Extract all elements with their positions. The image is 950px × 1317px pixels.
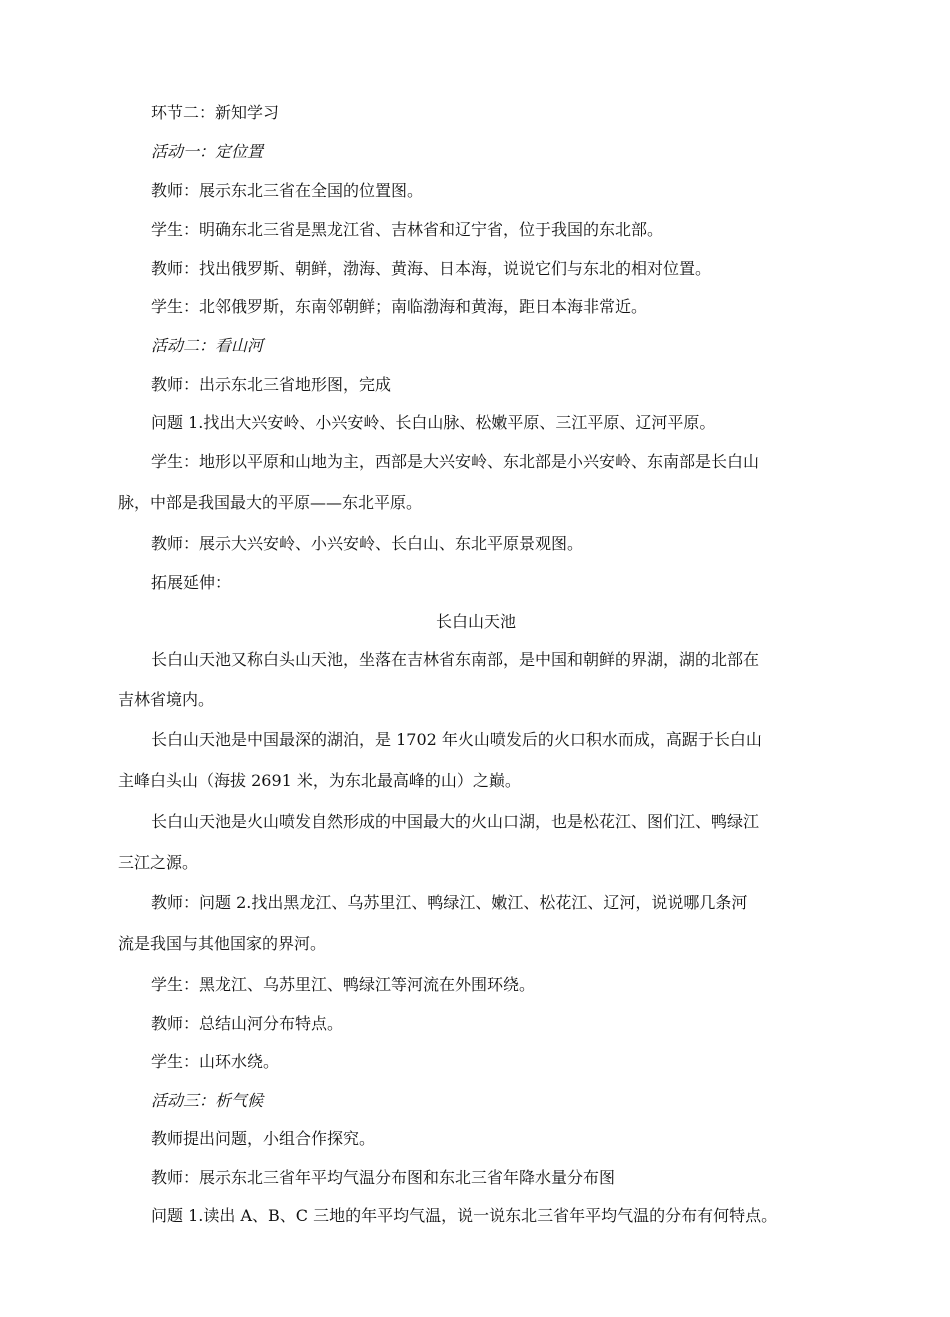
paragraph-continuation: 吉林省境内。 — [118, 690, 215, 709]
paragraph: 教师：出示东北三省地形图，完成 — [151, 375, 392, 394]
paragraph: 教师：展示大兴安岭、小兴安岭、长白山、东北平原景观图。 — [151, 534, 584, 553]
paragraph: 教师：展示东北三省年平均气温分布图和东北三省年降水量分布图 — [151, 1168, 616, 1187]
paragraph: 长白山天池是火山喷发自然形成的中国最大的火山口湖，也是松花江、图们江、鸭绿江 — [151, 812, 760, 831]
paragraph-continuation: 流是我国与其他国家的界河。 — [118, 934, 327, 953]
paragraph: 教师：找出俄罗斯、朝鲜，渤海、黄海、日本海，说说它们与东北的相对位置。 — [151, 259, 712, 278]
paragraph: 学生：北邻俄罗斯，东南邻朝鲜；南临渤海和黄海，距日本海非常近。 — [151, 297, 648, 316]
paragraph: 学生：黑龙江、乌苏里江、鸭绿江等河流在外围环绕。 — [151, 975, 536, 994]
paragraph: 问题 1.读出 A、B、C 三地的年平均气温，说一说东北三省年平均气温的分布有何特点。 — [151, 1206, 778, 1225]
paragraph: 教师：总结山河分布特点。 — [151, 1014, 344, 1033]
activity-heading: 活动二：看山河 — [151, 336, 264, 355]
activity-heading: 活动一：定位置 — [151, 142, 264, 161]
paragraph: 问题 1.找出大兴安岭、小兴安岭、长白山脉、松嫩平原、三江平原、辽河平原。 — [151, 413, 716, 432]
paragraph: 长白山天池是中国最深的湖泊，是 1702 年火山喷发后的火口积水而成，高踞于长白山 — [151, 730, 762, 749]
paragraph-continuation: 主峰白头山（海拔 2691 米，为东北最高峰的山）之巅。 — [118, 771, 521, 790]
subsection-title: 长白山天池 — [435, 612, 516, 631]
paragraph: 长白山天池又称白头山天池，坐落在吉林省东南部，是中国和朝鲜的界湖，湖的北部在 — [151, 650, 760, 669]
paragraph: 拓展延伸： — [151, 573, 232, 592]
paragraph-continuation: 三江之源。 — [118, 853, 199, 872]
paragraph: 教师：问题 2.找出黑龙江、乌苏里江、鸭绿江、嫩江、松花江、辽河，说说哪几条河 — [151, 893, 748, 912]
paragraph-continuation: 脉，中部是我国最大的平原——东北平原。 — [118, 493, 423, 512]
activity-heading: 活动三：析气候 — [151, 1091, 264, 1110]
paragraph: 学生：山环水绕。 — [151, 1052, 280, 1071]
paragraph: 教师：展示东北三省在全国的位置图。 — [151, 181, 424, 200]
paragraph: 学生：明确东北三省是黑龙江省、吉林省和辽宁省，位于我国的东北部。 — [151, 220, 664, 239]
section-heading: 环节二：新知学习 — [151, 103, 280, 122]
paragraph: 学生：地形以平原和山地为主，西部是大兴安岭、东北部是小兴安岭、东南部是长白山 — [151, 452, 760, 471]
paragraph: 教师提出问题，小组合作探究。 — [151, 1129, 376, 1148]
